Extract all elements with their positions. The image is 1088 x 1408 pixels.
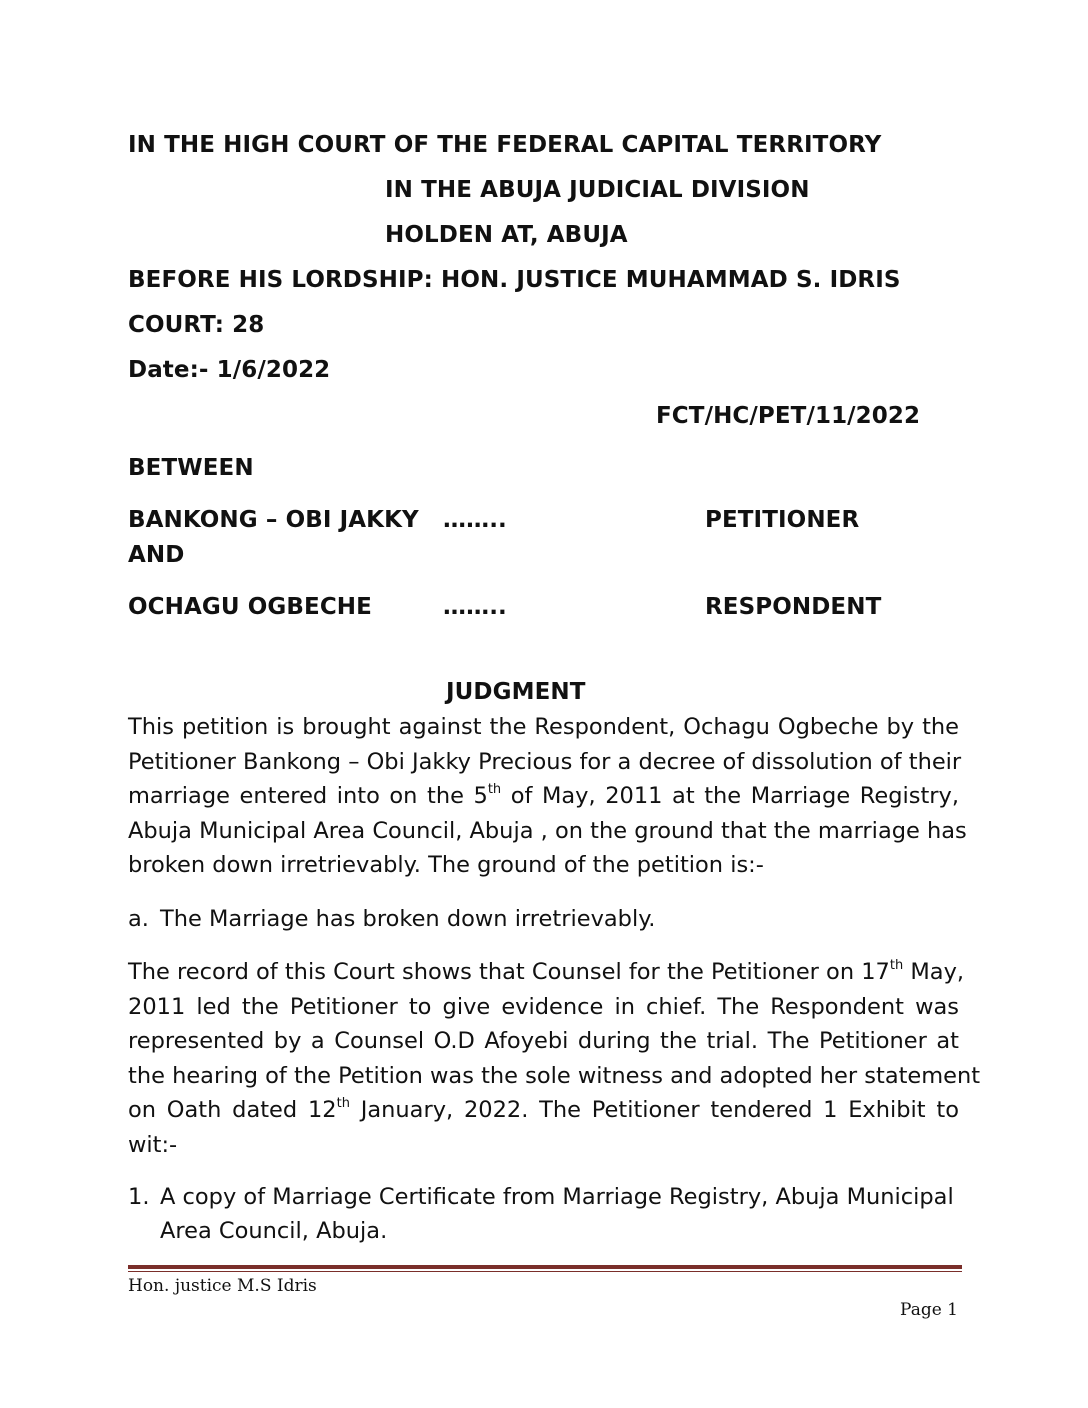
ordinal-suffix: th (487, 781, 502, 797)
court-title: IN THE HIGH COURT OF THE FEDERAL CAPITAL TERRITORY (128, 132, 882, 158)
ground-text: The Marriage has broken down irretrievably. (160, 906, 656, 932)
paragraph-line: 2011 led the Petitioner to give evidence in chief. The Respondent was (128, 993, 959, 1020)
footer-divider (128, 1265, 962, 1269)
ordinal-suffix: th (889, 957, 904, 973)
division-title: IN THE ABUJA JUDICIAL DIVISION (385, 177, 810, 203)
suit-number: FCT/HC/PET/11/2022 (656, 403, 921, 429)
and-label: AND (128, 542, 185, 568)
paragraph-2 (128, 955, 981, 1162)
paragraph-line (128, 955, 965, 990)
paragraph-line: This petition is brought against the Respondent, Ochagu Ogbeche by the (128, 714, 959, 740)
footer-divider-thin (128, 1271, 962, 1272)
petitioner-role: PETITIONER (705, 507, 860, 533)
ordinal-suffix: th (336, 1095, 350, 1111)
court-number: COURT: 28 (128, 312, 265, 338)
respondent-name: OCHAGU OGBECHE (128, 594, 372, 620)
paragraph-line (128, 779, 959, 814)
text-run: January, 2022. The Petitioner tendered 1 Exhibit to (349, 1097, 959, 1123)
paragraph-line: wit:- (128, 1131, 178, 1158)
ground-item (128, 902, 655, 937)
text-run: on Oath dated 12 (128, 1097, 337, 1123)
text-run: of May, 2011 at the Marriage Registry, (501, 783, 959, 809)
between-label: BETWEEN (128, 455, 254, 481)
paragraph-line: broken down irretrievably. The ground of the petition is:- (128, 852, 764, 878)
petitioner-name: BANKONG – OBI JAKKY (128, 507, 419, 533)
paragraph-line: represented by a Counsel O.D Afoyebi during the trial. The Petitioner at (128, 1028, 959, 1054)
paragraph-line: Abuja Municipal Area Council, Abuja , on the ground that the marriage has (128, 817, 967, 844)
respondent-dots: …….. (443, 594, 507, 620)
petitioner-dots: …….. (443, 507, 507, 533)
text-run: marriage entered into on the 5 (128, 783, 488, 809)
judgment-heading: JUDGMENT (446, 679, 586, 705)
paragraph-1 (128, 710, 967, 883)
text-run: May, (903, 959, 965, 985)
list-marker: 1. (128, 1184, 150, 1210)
judgment-date: Date:- 1/6/2022 (128, 357, 331, 383)
exhibit-item-continued: Area Council, Abuja. (160, 1218, 388, 1244)
footer-author: Hon. justice M.S Idris (128, 1276, 317, 1296)
page-number: Page 1 (900, 1300, 958, 1320)
paragraph-line: the hearing of the Petition was the sole witness and adopted her statement (128, 1062, 981, 1089)
list-marker: a. (128, 906, 149, 932)
exhibit-item (128, 1180, 954, 1215)
exhibit-text: A copy of Marriage Certificate from Marriage Registry, Abuja Municipal (160, 1184, 954, 1210)
judge-line: BEFORE HIS LORDSHIP: HON. JUSTICE MUHAMMAD S. IDRIS (128, 267, 901, 293)
paragraph-line: Petitioner Bankong – Obi Jakky Precious for a decree of dissolution of their (128, 748, 962, 775)
respondent-role: RESPONDENT (705, 594, 882, 620)
text-run: The record of this Court shows that Counsel for the Petitioner on 17 (128, 959, 890, 985)
paragraph-line (128, 1093, 959, 1128)
holden-title: HOLDEN AT, ABUJA (385, 222, 628, 248)
